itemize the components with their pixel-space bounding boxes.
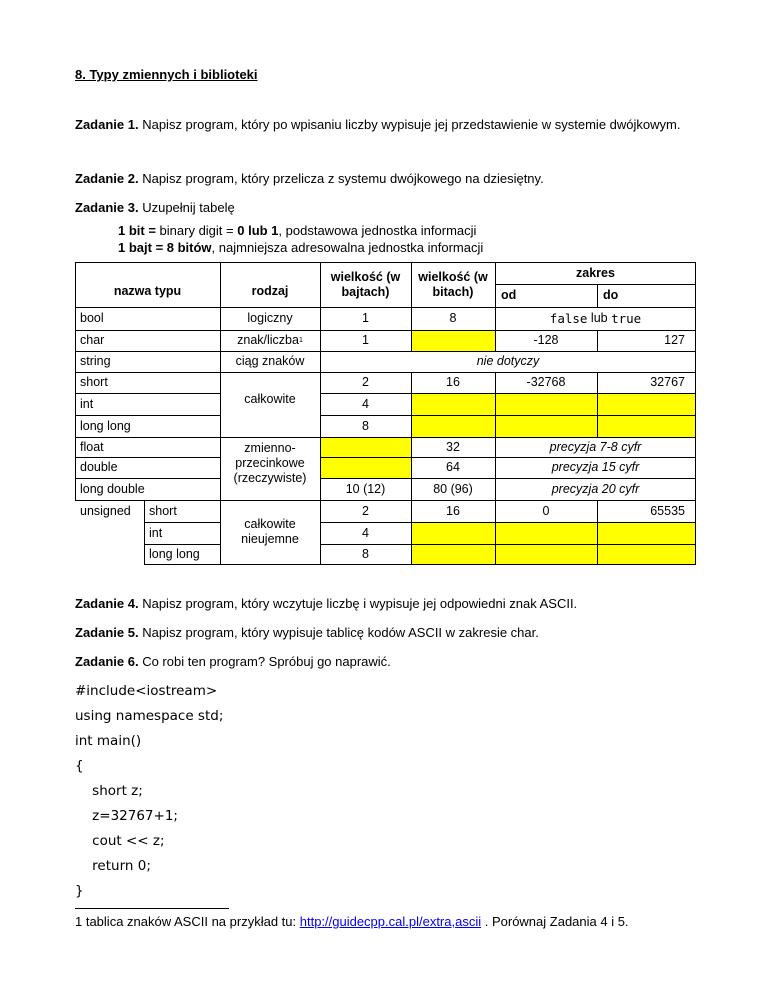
- empty-cell[interactable]: [320, 457, 411, 478]
- ascii-link[interactable]: http://guidecpp.cal.pl/extra,ascii: [299, 914, 482, 929]
- type-kind: logiczny: [247, 311, 293, 325]
- type-bytes: 4: [362, 525, 369, 540]
- code-line: short z;: [75, 783, 143, 799]
- range-to: 32767: [650, 375, 685, 389]
- definition-bold: 0 lub 1: [237, 223, 279, 238]
- type-bytes: 10 (12): [345, 481, 386, 496]
- type-name: int: [80, 396, 94, 411]
- type-name: short: [149, 503, 177, 518]
- type-bytes: 2: [362, 503, 369, 518]
- task-text: Napisz program, który po wpisaniu liczby wypisuje jej przedstawienie w systemie dwójkowym.: [142, 117, 681, 132]
- type-kind: całkowite: [244, 392, 296, 406]
- type-name: int: [149, 525, 163, 540]
- task-3: [75, 199, 695, 217]
- footnote-ref: 1: [298, 337, 303, 344]
- empty-cell[interactable]: [597, 415, 695, 437]
- type-bytes: 8: [362, 418, 369, 433]
- code-line: int main(): [75, 733, 142, 749]
- footnote-text: . Porównaj Zadania 4 i 5.: [481, 914, 629, 929]
- code-line: z=32767+1;: [75, 808, 178, 824]
- type-bits: 16: [446, 503, 460, 518]
- footnote-text: 1 tablica znaków ASCII na przykład tu:: [75, 914, 300, 929]
- type-kind: całkowite nieujemne: [241, 517, 299, 546]
- empty-cell[interactable]: [411, 331, 495, 351]
- empty-cell[interactable]: [411, 522, 495, 544]
- task-5: [75, 624, 695, 642]
- header-bytes: wielkość (w bajtach): [330, 269, 401, 299]
- type-name: short: [80, 375, 108, 389]
- task-text: Co robi ten program? Spróbuj go naprawić.: [142, 654, 391, 669]
- lub-text: lub: [587, 311, 612, 325]
- task-4: [75, 595, 695, 613]
- type-name: string: [80, 354, 111, 368]
- empty-cell[interactable]: [597, 544, 695, 564]
- type-bytes: 4: [362, 396, 369, 411]
- range-from: -32768: [526, 375, 566, 389]
- task-label: Zadanie 6.: [75, 654, 139, 669]
- definition-bit: [118, 222, 476, 240]
- empty-cell[interactable]: [495, 393, 597, 415]
- type-name: long double: [80, 481, 145, 496]
- definition-term: 1 bajt = 8 bitów: [118, 240, 212, 255]
- task-6: [75, 653, 695, 671]
- type-name: bool: [80, 311, 104, 325]
- type-bytes: 1: [362, 311, 369, 325]
- type-name: unsigned: [80, 503, 131, 518]
- empty-cell[interactable]: [597, 522, 695, 544]
- empty-cell[interactable]: [320, 437, 411, 457]
- definition-term: 1 bit =: [118, 223, 156, 238]
- header-to: do: [603, 288, 619, 302]
- true-keyword: true: [611, 311, 642, 326]
- code-line: {: [75, 758, 84, 774]
- empty-cell[interactable]: [411, 393, 495, 415]
- task-label: Zadanie 4.: [75, 596, 139, 611]
- kind-text: znak/liczba: [237, 333, 299, 347]
- precision: precyzja 15 cyfr: [551, 460, 640, 474]
- type-bits: 80 (96): [433, 481, 473, 496]
- type-bytes: 1: [362, 333, 369, 347]
- definition-text: , najmniejsza adresowalna jednostka informacji: [211, 240, 484, 255]
- type-bytes: 8: [362, 546, 369, 561]
- precision: precyzja 7-8 cyfr: [549, 439, 642, 454]
- task-label: Zadanie 3.: [75, 200, 139, 215]
- header-name: nazwa typu: [113, 284, 182, 298]
- range-to: 127: [664, 333, 685, 347]
- task-text: Napisz program, który wczytuje liczbę i wypisuje jej odpowiedni znak ASCII.: [142, 596, 578, 611]
- header-from: od: [501, 288, 517, 302]
- type-bits: 8: [449, 311, 457, 325]
- task-label: Zadanie 2.: [75, 171, 139, 186]
- false-keyword: false: [549, 311, 588, 326]
- type-name: double: [80, 460, 118, 474]
- table-border: [144, 564, 696, 565]
- type-name: long long: [80, 418, 131, 433]
- definition-text: , podstawowa jednostka informacji: [278, 223, 477, 238]
- task-text: Uzupełnij tabelę: [142, 200, 235, 215]
- not-applicable: nie dotyczy: [476, 354, 540, 368]
- task-2: [75, 170, 695, 188]
- empty-cell[interactable]: [495, 415, 597, 437]
- footnote-separator: [75, 908, 229, 909]
- definition-bajt: [118, 239, 483, 257]
- empty-cell[interactable]: [495, 544, 597, 564]
- page-title: 8. Typy zmiennych i biblioteki: [75, 67, 258, 82]
- range-from: -128: [533, 333, 559, 347]
- empty-cell[interactable]: [411, 544, 495, 564]
- code-line: }: [75, 883, 84, 899]
- precision: precyzja 20 cyfr: [551, 481, 640, 496]
- task-text: Napisz program, który przelicza z systemu dwójkowego na dziesiętny.: [142, 171, 544, 186]
- header-range: zakres: [576, 265, 615, 280]
- task-1: [75, 116, 695, 134]
- type-name: float: [80, 439, 104, 454]
- task-label: Zadanie 1.: [75, 117, 139, 132]
- type-bits: 32: [446, 439, 460, 454]
- empty-cell[interactable]: [411, 415, 495, 437]
- empty-cell[interactable]: [495, 522, 597, 544]
- type-kind: ciąg znaków: [235, 354, 305, 368]
- type-name: long long: [149, 546, 200, 561]
- range-to: 65535: [650, 503, 685, 518]
- header-bits: wielkość (w bitach): [418, 269, 488, 299]
- code-line: return 0;: [75, 858, 151, 874]
- type-bytes: 2: [362, 375, 369, 389]
- definition-text: binary digit =: [155, 223, 238, 238]
- task-label: Zadanie 5.: [75, 625, 139, 640]
- footnote: [75, 913, 629, 931]
- code-line: using namespace std;: [75, 708, 224, 724]
- type-bits: 64: [446, 460, 460, 474]
- bool-range: [495, 307, 696, 330]
- code-line: cout << z;: [75, 833, 165, 849]
- header-kind: rodzaj: [251, 284, 289, 298]
- type-name: char: [80, 333, 105, 347]
- empty-cell[interactable]: [597, 393, 695, 415]
- range-from: 0: [542, 503, 550, 518]
- code-line: #include<iostream>: [75, 683, 218, 699]
- type-kind: zmienno-przecinkowe (rzeczywiste): [233, 441, 307, 485]
- task-text: Napisz program, który wypisuje tablicę kodów ASCII w zakresie char.: [142, 625, 539, 640]
- type-bits: 16: [446, 375, 460, 389]
- type-kind: [220, 330, 320, 351]
